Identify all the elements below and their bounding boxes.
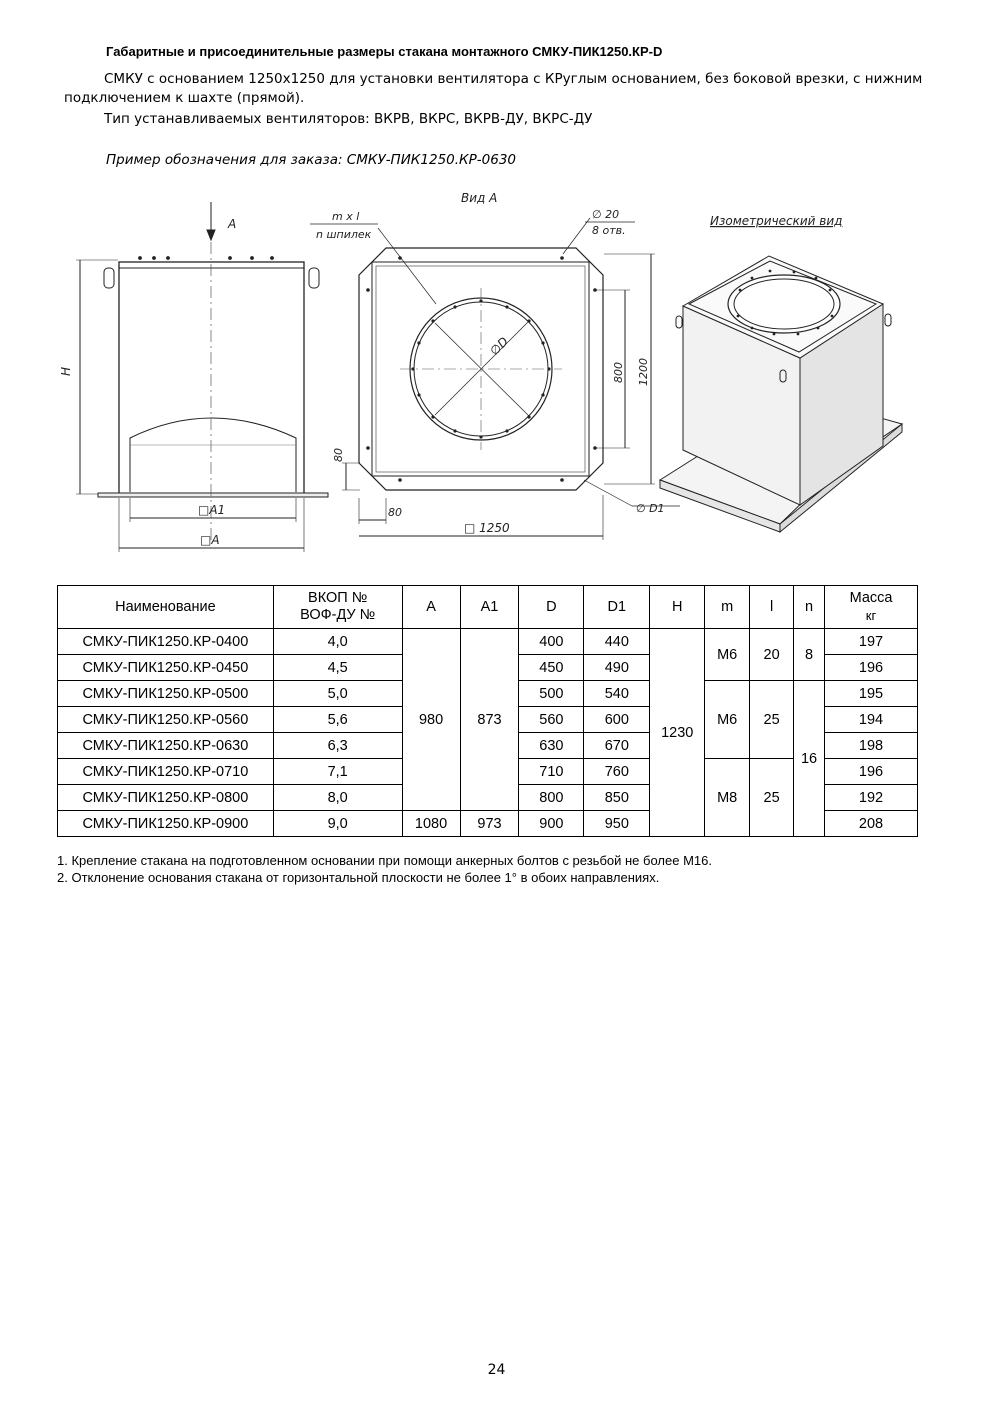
header-mass-line1: Масса [849,589,893,606]
cell-name: СМКУ-ПИК1250.КР-0560 [58,707,274,733]
cell-n-group2: 16 [794,681,825,837]
studs-label: n шпилек [316,228,372,241]
cell-vkop: 4,0 [273,629,402,655]
cell-d: 500 [519,681,584,707]
cell-l-group1: 20 [750,629,794,681]
diameter-d-label: ∅D [487,334,512,359]
cell-a1-last: 973 [460,811,519,837]
note-2: 2. Отклонение основания стакана от горизонтальной плоскости не более 1° в обоих направлениях. [57,870,660,885]
cell-d: 710 [519,759,584,785]
cell-name: СМКУ-ПИК1250.КР-0450 [58,655,274,681]
cell-vkop: 4,5 [273,655,402,681]
cell-d1: 760 [584,759,650,785]
cell-d1: 600 [584,707,650,733]
cell-d: 560 [519,707,584,733]
cell-d1: 850 [584,785,650,811]
dim-80-vertical-label: 80 [332,448,345,462]
header-d1: D1 [584,586,650,629]
cell-m-group2: М6 [705,681,750,759]
isometric-label: Изометрический вид [710,214,843,228]
side-view [76,202,328,552]
a1-label: □A1 [198,503,226,517]
cell-d1: 490 [584,655,650,681]
note-1: 1. Крепление стакана на подготовленном основании при помощи анкерных болтов с резьбой не более М16. [57,853,712,868]
header-name: Наименование [58,586,274,629]
cell-d: 400 [519,629,584,655]
cell-a-last: 1080 [402,811,460,837]
cell-mass: 194 [825,707,918,733]
a-label: □A [200,533,220,547]
cell-d1: 540 [584,681,650,707]
cell-name: СМКУ-ПИК1250.КР-0500 [58,681,274,707]
technical-drawing [40,180,940,570]
view-a-label: Вид А [461,191,498,205]
cell-l-group3: 25 [750,759,794,837]
dim-80-horizontal-label: 80 [388,506,402,519]
cell-vkop: 6,3 [273,733,402,759]
cell-n-group1: 8 [794,629,825,681]
cell-mass: 197 [825,629,918,655]
header-mass [825,586,918,629]
cell-d1: 950 [584,811,650,837]
cell-mass: 196 [825,759,918,785]
d1-label: ∅ D1 [636,502,665,515]
holes-count-label: 8 отв. [592,224,626,237]
height-label: H [59,366,73,376]
header-a1: А1 [460,586,519,629]
header-vkop [273,586,402,629]
cell-name: СМКУ-ПИК1250.КР-0710 [58,759,274,785]
cell-d: 450 [519,655,584,681]
cell-d1: 670 [584,733,650,759]
header-mass-unit: кг [865,607,877,623]
order-example: Пример обозначения для заказа: СМКУ-ПИК1250.КР-0630 [106,152,516,168]
cell-d: 800 [519,785,584,811]
cell-h-merged: 1230 [650,629,705,837]
arrow-a-label: А [228,217,237,231]
cell-name: СМКУ-ПИК1250.КР-0900 [58,811,274,837]
dim-800-label: 800 [612,362,625,383]
page-number: 24 [487,1362,506,1378]
cell-a1-merged: 873 [460,629,519,811]
cell-mass: 192 [825,785,918,811]
cell-a-merged: 980 [402,629,460,811]
document-title: Габаритные и присоединительные размеры стакана монтажного СМКУ-ПИК1250.КР-D [106,44,663,59]
cell-mass: 208 [825,811,918,837]
header-l: l [750,586,794,629]
cell-vkop: 5,0 [273,681,402,707]
cell-mass: 198 [825,733,918,759]
hole-diameter-label: ∅ 20 [592,208,620,221]
header-n: n [794,586,825,629]
header-h: H [650,586,705,629]
specifications-table [57,585,918,837]
table-header-row [58,586,918,629]
cell-m-group1: М6 [705,629,750,681]
cell-d: 900 [519,811,584,837]
header-m: m [705,586,750,629]
cell-mass: 195 [825,681,918,707]
fan-types-paragraph: Тип устанавливаемых вентиляторов: ВКРВ, ВКРС, ВКРВ-ДУ, ВКРС-ДУ [104,111,593,127]
intro-paragraph: СМКУ с основанием 1250х1250 для установки вентилятора с КРуглым основанием, без боковой врезки, с нижним подключением к шахте (прямой). [64,71,923,106]
header-d: D [519,586,584,629]
cell-vkop: 9,0 [273,811,402,837]
cell-name: СМКУ-ПИК1250.КР-0800 [58,785,274,811]
mxl-label: m x l [332,210,360,223]
dim-1250-label: □ 1250 [464,521,510,535]
header-vkop-line1: ВКОП № [308,590,368,606]
cell-d1: 440 [584,629,650,655]
header-a: А [402,586,460,629]
table-row [58,629,918,655]
cell-mass: 196 [825,655,918,681]
cell-vkop: 7,1 [273,759,402,785]
cell-d: 630 [519,733,584,759]
header-vkop-line2: ВОФ-ДУ № [300,607,376,623]
cell-name: СМКУ-ПИК1250.КР-0400 [58,629,274,655]
cell-m-group3: М8 [705,759,750,837]
dim-1200-label: 1200 [637,358,650,386]
cell-name: СМКУ-ПИК1250.КР-0630 [58,733,274,759]
isometric-view [660,256,902,532]
cell-vkop: 8,0 [273,785,402,811]
cell-vkop: 5,6 [273,707,402,733]
notes-section [57,852,712,886]
cell-l-group2: 25 [750,681,794,759]
